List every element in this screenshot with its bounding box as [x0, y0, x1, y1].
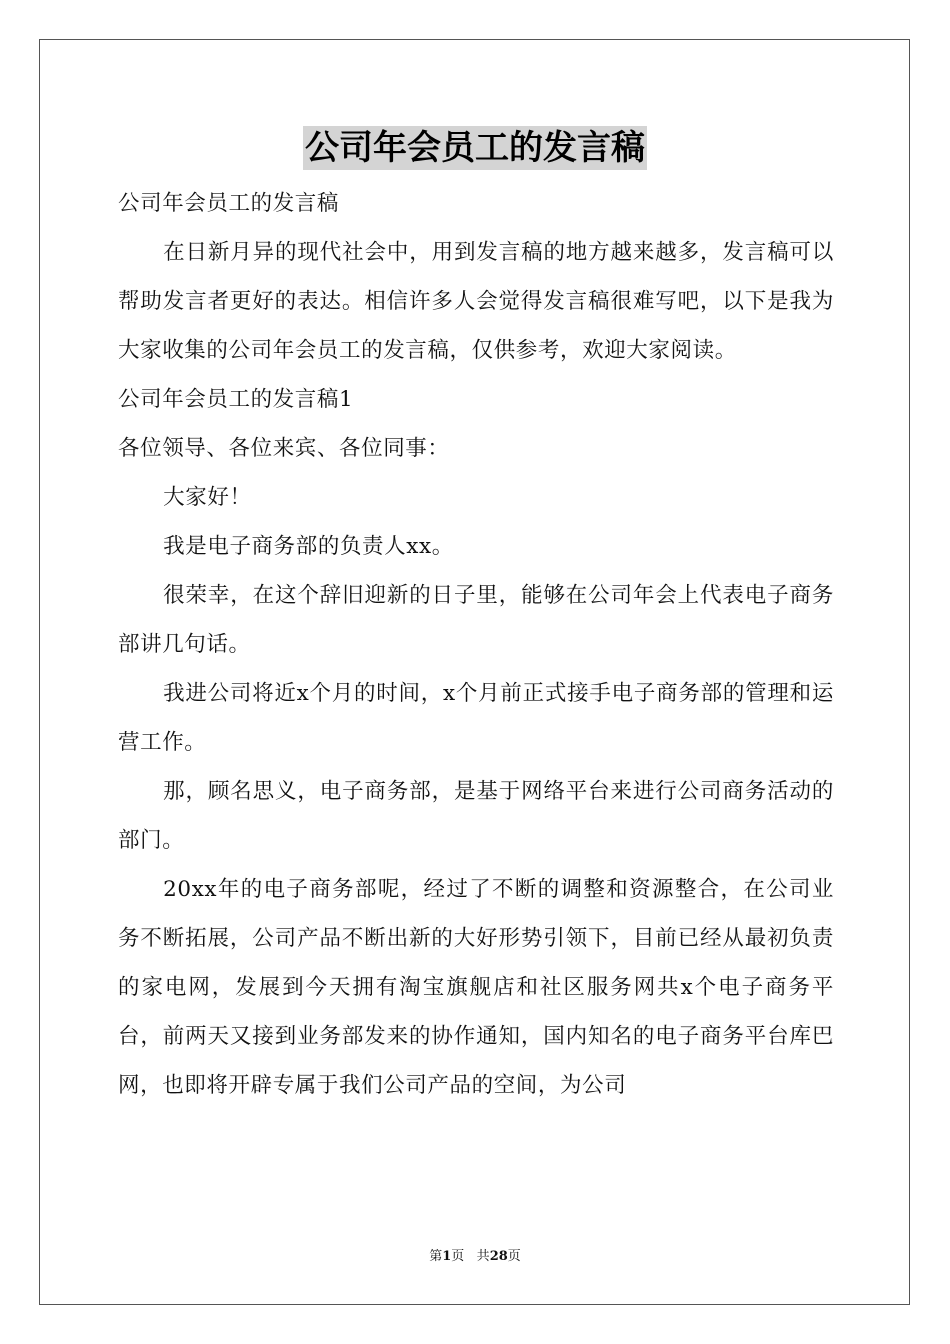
total-suffix: 页: [507, 1249, 521, 1264]
paragraph: 公司年会员工的发言稿: [118, 191, 340, 216]
paragraph: 很荣幸，在这个辞旧迎新的日子里，能够在公司年会上代表电子商务部讲几句话。: [118, 583, 834, 657]
document-body: [118, 179, 834, 1110]
page-total: 28: [489, 1249, 508, 1264]
page-current: 1: [442, 1249, 452, 1264]
paragraph: 各位领导、各位来宾、各位同事：: [118, 436, 450, 461]
page-suffix: 页: [451, 1249, 465, 1264]
paragraph: 大家好！: [163, 485, 252, 510]
paragraph: 那，顾名思义，电子商务部，是基于网络平台来进行公司商务活动的部门。: [118, 779, 834, 853]
page-prefix: 第: [429, 1249, 443, 1264]
paragraph: 在日新月异的现代社会中，用到发言稿的地方越来越多，发言稿可以帮助发言者更好的表达。相信许多人会觉得发言稿很难写吧，以下是我为大家收集的公司年会员工的发言稿，仅供参考，欢迎大家阅读。: [118, 240, 834, 363]
paragraph: 20xx年的电子商务部呢，经过了不断的调整和资源整合，在公司业务不断拓展，公司产品不断出新的大好形势引领下，目前已经从最初负责的家电网，发展到今天拥有淘宝旗舰店和社区服务网共x个电子商务平台，前两天又接到业务部发来的协作通知，国内知名的电子商务平台库巴网，也即将开辟专属于我们公司产品的空间，为公司: [118, 877, 834, 1098]
paragraph: 我是电子商务部的负责人xx。: [163, 534, 454, 559]
paragraph: 我进公司将近x个月的时间，x个月前正式接手电子商务部的管理和运营工作。: [118, 681, 834, 755]
total-prefix: 共: [476, 1249, 490, 1264]
paragraph: 公司年会员工的发言稿1: [118, 387, 354, 412]
page-footer: [0, 1248, 950, 1266]
document-title: 公司年会员工的发言稿: [305, 128, 645, 168]
title-container: [0, 126, 950, 170]
